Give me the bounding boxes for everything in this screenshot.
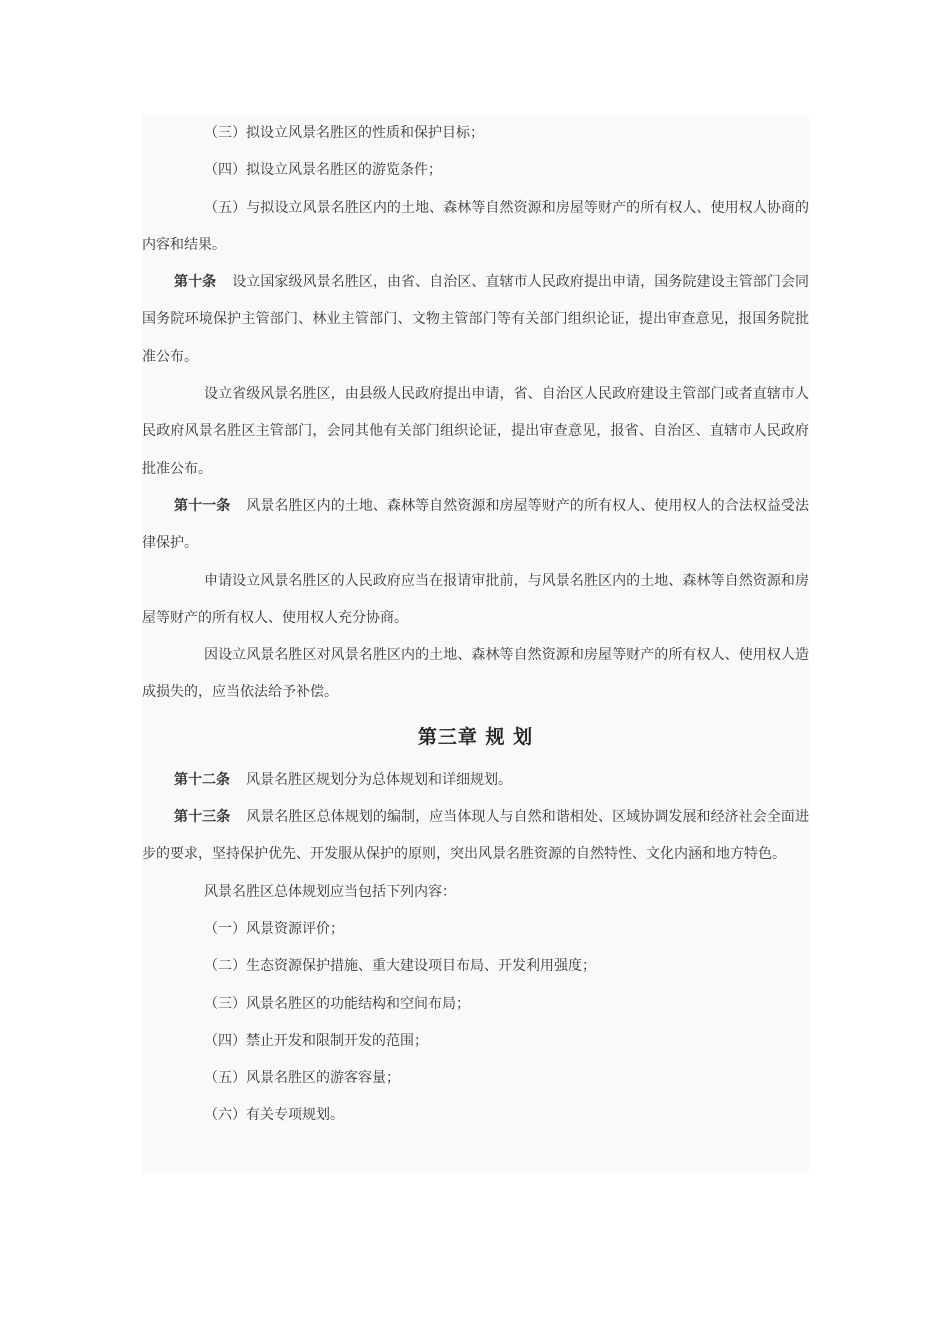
- article-12: [142, 762, 809, 799]
- list-item: （一）风景资源评价；: [204, 920, 344, 937]
- list-item: （四）拟设立风景名胜区的游览条件；: [204, 162, 442, 179]
- article-text: 风景名胜区总体规划的编制，应当体现人与自然和谐相处、区域协调发展和经济社会全面进步的要求，坚持保护优先、开发服从保护的原则，突出风景名胜资源的自然特性、文化内涵和地方特色。: [142, 809, 809, 863]
- article-text: 风景名胜区内的土地、森林等自然资源和房屋等财产的所有权人、使用权人的合法权益受法律保护。: [142, 497, 809, 552]
- article-10: [142, 264, 809, 376]
- article-11-paragraph-3: 因设立风景名胜区对风景名胜区内的土地、森林等自然资源和房屋等财产的所有权人、使用权人造成损失的，应当依法给予补偿。: [142, 647, 809, 701]
- article-13: [142, 799, 809, 874]
- article-10-paragraph-2: 设立省级风景名胜区，由县级人民政府提出申请，省、自治区人民政府建设主管部门或者直辖市人民政府风景名胜区主管部门，会同其他有关部门组织论证，提出审查意见，报省、自治区、直辖市人民政府批准公布。: [142, 386, 809, 477]
- article-label: 第十三条: [174, 809, 231, 826]
- list-item: （五）与拟设立风景名胜区内的土地、森林等自然资源和房屋等财产的所有权人、使用权人协商的内容和结果。: [142, 199, 809, 253]
- list-item: （二）生态资源保护措施、重大建设项目布局、开发利用强度；: [204, 958, 596, 975]
- list-item: （四）禁止开发和限制开发的范围；: [204, 1032, 428, 1049]
- article-label: 第十条: [174, 274, 217, 291]
- article-label: 第十一条: [174, 497, 231, 514]
- list-item: （三）风景名胜区的功能结构和空间布局；: [204, 995, 470, 1012]
- list-item: （五）风景名胜区的游客容量；: [204, 1070, 400, 1087]
- list-item: （三）拟设立风景名胜区的性质和保护目标；: [204, 125, 484, 141]
- chapter-heading: 第三章 规 划: [417, 725, 534, 748]
- document-body: [142, 115, 809, 1173]
- article-11: [142, 488, 809, 563]
- article-11-paragraph-2: 申请设立风景名胜区的人民政府应当在报请审批前，与风景名胜区内的土地、森林等自然资源和房屋等财产的所有权人、使用权人充分协商。: [142, 572, 809, 626]
- article-text: 风景名胜区规划分为总体规划和详细规划。: [246, 771, 512, 788]
- article-13-paragraph-2: 风景名胜区总体规划应当包括下列内容：: [204, 883, 456, 900]
- list-item: （六）有关专项规划。: [204, 1107, 344, 1124]
- article-label: 第十二条: [174, 771, 230, 788]
- article-text: 设立国家级风景名胜区，由省、自治区、直辖市人民政府提出申请，国务院建设主管部门会同国务院环境保护主管部门、林业主管部门、文物主管部门等有关部门组织论证，提出审查意见，报国务院批准公布。: [142, 274, 810, 365]
